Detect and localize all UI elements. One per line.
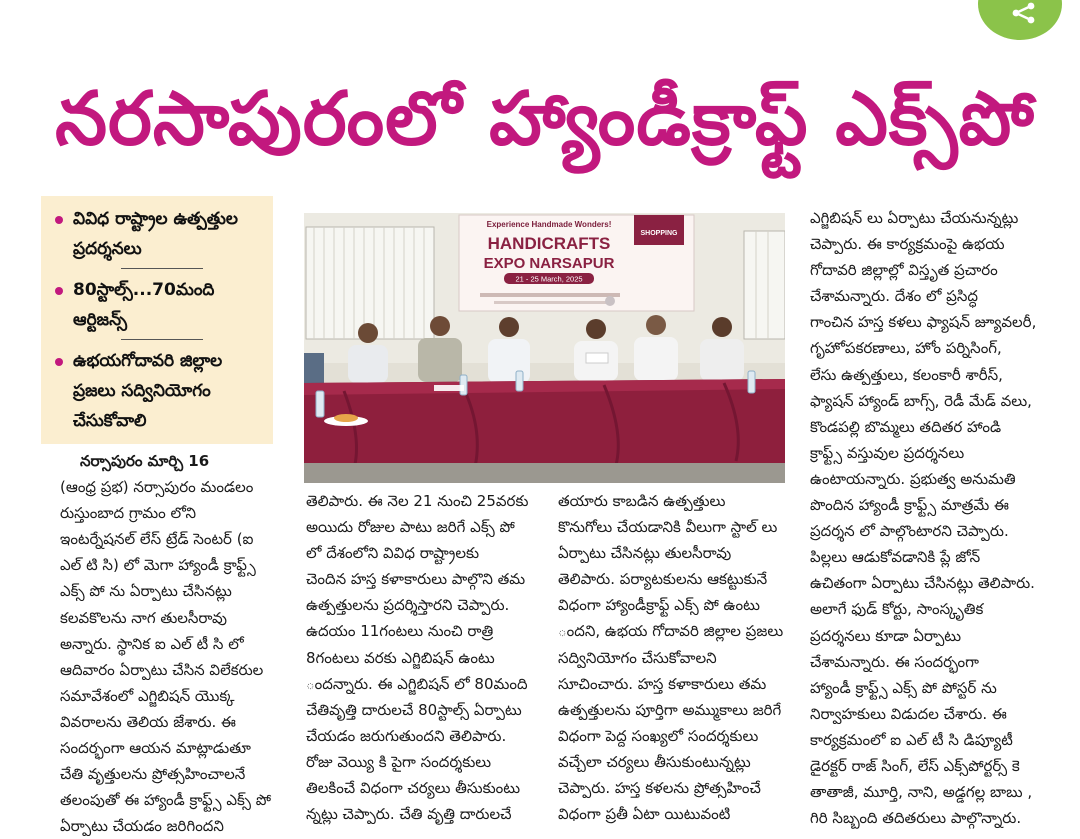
highlight-item (51, 275, 265, 335)
article-line: చేతి వృత్తులను ప్రోత్సహించాలనే (60, 765, 246, 784)
article-column-4 (810, 205, 1050, 831)
article-line: చెప్పారు. ఈ కార్యక్రమంపై ఉభయ (810, 235, 1005, 254)
article-line: గాంచిన హస్త కళలు ఫ్యాషన్ జ్యూవలరీ, (810, 313, 1037, 332)
article-line: ఎక్స్ పో ను ఏర్పాటు చేసినట్లు (60, 582, 232, 601)
bullet-icon (55, 216, 63, 224)
article-line: కలవకొలను నాగ తులసీరావు (60, 608, 227, 627)
banner-title-line-1: HANDICRAFTS (487, 234, 611, 253)
bullet-icon (55, 358, 63, 366)
article-line: చేయడం జరుగుతుందని తెలిపారు. (306, 726, 507, 745)
article-line: గిరి సిబ్బంది తదితరులు పాల్గొన్నారు. (810, 809, 1022, 828)
banner-title-line-2: EXPO NARSAPUR (483, 255, 615, 272)
article-line: సద్వినియోగం చేసుకోవాలని (558, 648, 717, 667)
article-line: హ్యాండీ క్రాఫ్ట్స్ ఎక్స్ పో పోస్టర్ ను (810, 678, 997, 697)
article-line: ఉత్పత్తులను పూర్తిగా అమ్ముకాలు జరిగే (558, 700, 782, 719)
article-column-1 (60, 448, 275, 839)
article-line: విధంగా పెద్ద సంఖ్యలో సందర్శకులు (558, 726, 759, 745)
highlight-text: 80స్టాల్స్...70మంది ఆర్టిజన్స్ (73, 280, 215, 330)
article-line: అన్నారు. స్థానిక ఐ ఎల్ టీ సి లో (60, 634, 244, 653)
article-line: చేతివృత్తి దారులచే 80స్టాల్స్ ఏర్పాటు (306, 700, 522, 719)
share-icon (1012, 2, 1036, 24)
article-line: ఉత్పత్తులను ప్రదర్శిస్తారని చెప్పారు. (306, 596, 510, 615)
banner-dates: 21 - 25 March, 2025 (515, 274, 583, 284)
article-line: తాతాజీ, మూర్తి, నాని, అడ్డగల్ల బాబు , (810, 783, 1033, 802)
article-line: ఏర్పాటు చేసినట్లు తులసీరావు (558, 544, 732, 563)
article-line: సందర్భంగా ఆయన మాట్లాడుతూ (60, 739, 251, 758)
article-line: చెందిన హస్త కళాకారులు పాల్గొని తమ (306, 570, 526, 589)
share-button[interactable] (978, 0, 1062, 40)
article-line: సూచించారు. హస్త కళాకారులు తమ (558, 674, 767, 693)
article-line: సమావేశంలో ఎగ్జిబిషన్ యొక్క (60, 686, 235, 705)
article-line: ఇంటర్నేషనల్ లేస్ ట్రేడ్ సెంటర్ (ఐ (60, 530, 254, 549)
article-line: ఆదివారం ఏర్పాటు చేసిన విలేకరుల (60, 660, 264, 679)
article-line: ఫ్యాషన్ హ్యాండ్ బాగ్స్, రెడీ మేడ్ వలు, (810, 391, 1032, 410)
article-line: ప్రదర్శనలు కూడా ఏర్పాటు (810, 626, 962, 645)
highlights-box (41, 196, 273, 444)
article-line: ప్రదర్శన లో పాల్గొంటారని చెప్పారు. (810, 522, 1009, 541)
article-line: కొండపల్లి బొమ్మలు తదితర హాండి (810, 417, 1002, 436)
article-line: 8గంటలు వరకు ఎగ్జిబిషన్ ఉంటు (306, 648, 495, 667)
window-right (744, 231, 785, 339)
article-line: గృహోపకరణాలు, హోం పర్నిసింగ్, (810, 339, 1002, 358)
article-line: కొనుగోలు చేయడానికి వీలుగా స్టాల్ లు (558, 518, 778, 537)
article-line: రోజు వెయ్యి కి పైగా సందర్శకులు (306, 752, 492, 771)
article-line: పొందిన హ్యాండీ క్రాఫ్ట్స్ మాత్రమే ఈ (810, 496, 1009, 515)
article-column-2 (306, 488, 541, 827)
article-line: ఉదయం 11గంటలు నుంచి రాత్రి (306, 622, 494, 641)
highlight-divider (121, 339, 203, 340)
article-line: ందని, ఉభయ గోదావరి జిల్లాల ప్రజలు (558, 622, 784, 641)
article-line: ఉంటాయన్నారు. ప్రభుత్వ అనుమతి (810, 469, 1016, 488)
article-line: గోదావరి జిల్లాల్లో విస్తృత ప్రచారం (810, 261, 998, 280)
article-line: చేశామన్నారు. ఈ సందర్భంగా (810, 652, 979, 671)
dateline: నర్సాపురం మార్చి 16 (80, 452, 210, 470)
article-line: ఏర్పాటు చేయడం జరిగిందని (60, 817, 224, 836)
banner-badge: SHOPPING (640, 230, 678, 237)
article-line: డైరక్టర్ రాజ్ సింగ్, లేస్ ఎక్స్‌పోర్టర్స్ కె (810, 756, 1020, 775)
article-line: వచ్చేలా చర్యలు తీసుకుంటున్నట్లు (558, 752, 751, 771)
article-line: విధంగా ప్రతీ ఏటా యిటువంటి (558, 805, 731, 824)
article-line: చెప్పారు. హస్త కళలను ప్రోత్సహించే (558, 779, 761, 798)
article-line: రుస్తుంబాద గ్రామం లోని (60, 504, 197, 523)
article-line: పిల్లలు ఆడుకోవడానికి ప్లే జోన్ (810, 548, 981, 567)
article-column-3 (558, 488, 794, 827)
article-line: చేశామన్నారు. దేశం లో ప్రసిద్ధ (810, 287, 978, 306)
article-line: తెలిపారు. ఈ నెల 21 నుంచి 25వరకు (306, 492, 529, 510)
article-line: తెలిపారు. పర్యాటకులను ఆకట్టుకునే (558, 570, 768, 589)
article-line: ఎగ్జిబిషన్ లు ఏర్పాటు చేయనున్నట్లు (810, 209, 1019, 227)
article-line: నిర్వాహకులు విడుదల చేశారు. ఈ (810, 704, 1007, 723)
article-line: క్రాఫ్ట్స్ వస్తువుల ప్రదర్శనలు (810, 443, 965, 462)
bullet-icon (55, 287, 63, 295)
article-line: ఉచితంగా ఏర్పాటు చేసినట్లు తెలిపారు. (810, 574, 1035, 593)
headline: నరసాపురంలో హ్యాండీక్రాఫ్ట్ ఎక్స్‌పో (55, 76, 1035, 162)
highlight-item (51, 204, 265, 264)
article-line: ందన్నారు. ఈ ఎగ్జిబిషన్ లో 80మంది (306, 674, 528, 693)
table (304, 379, 785, 483)
article-line: తిలకించే విధంగా చర్యలు తీసుకుంటు (306, 779, 521, 798)
article-line: విధంగా హ్యాండీక్రాఫ్ట్ ఎక్స్ పో ఉంటు (558, 596, 760, 615)
article-line: అయిదు రోజుల పాటు జరిగే ఎక్స్ పో (306, 518, 515, 537)
article-line: వివరాలను తెలియ జేశారు. ఈ (60, 712, 236, 731)
article-line: తయారు కాబడిన ఉత్పత్తులు (558, 492, 726, 510)
article-line: కార్యక్రమంలో ఐ ఎల్ టీ సి డిప్యూటీ (810, 730, 1013, 749)
article-line: తలంపుతో ఈ హ్యాండీ క్రాఫ్ట్స్ ఎక్స్ పో (60, 791, 271, 810)
article-line: లేసు ఉత్పత్తులు, కలంకారీ శారీస్, (810, 365, 1003, 384)
highlight-divider (121, 268, 203, 269)
article-line: న్నట్లు చెప్పారు. చేతి వృత్తి దారులచే (306, 805, 512, 824)
banner-tagline: Experience Handmade Wonders! (486, 220, 612, 229)
expo-banner (459, 215, 694, 311)
article-line: అలాగే ఫుడ్ కోర్టు, సాంస్కృతిక (810, 600, 984, 619)
highlight-text: ఉభయగోదావరి జిల్లాల ప్రజలు సద్వినియోగం చేసుకోవాలి (73, 351, 223, 431)
highlight-item (51, 346, 265, 436)
highlight-text: వివిధ రాష్ట్రాల ఉత్పత్తుల ప్రదర్శనలు (73, 209, 238, 259)
article-line: (ఆంధ్ర ప్రభ) నర్సాపురం మండలం (60, 478, 254, 497)
article-line: లో దేశంలోని వివిధ రాష్ట్రాలకు (306, 544, 480, 563)
photo-illustration (304, 213, 785, 483)
press-meet-photo (304, 213, 785, 483)
window-left (306, 227, 434, 339)
article-line: ఎల్ టి సి) లో మెగా హ్యాండీ క్రాఫ్ట్స్ (60, 556, 256, 575)
